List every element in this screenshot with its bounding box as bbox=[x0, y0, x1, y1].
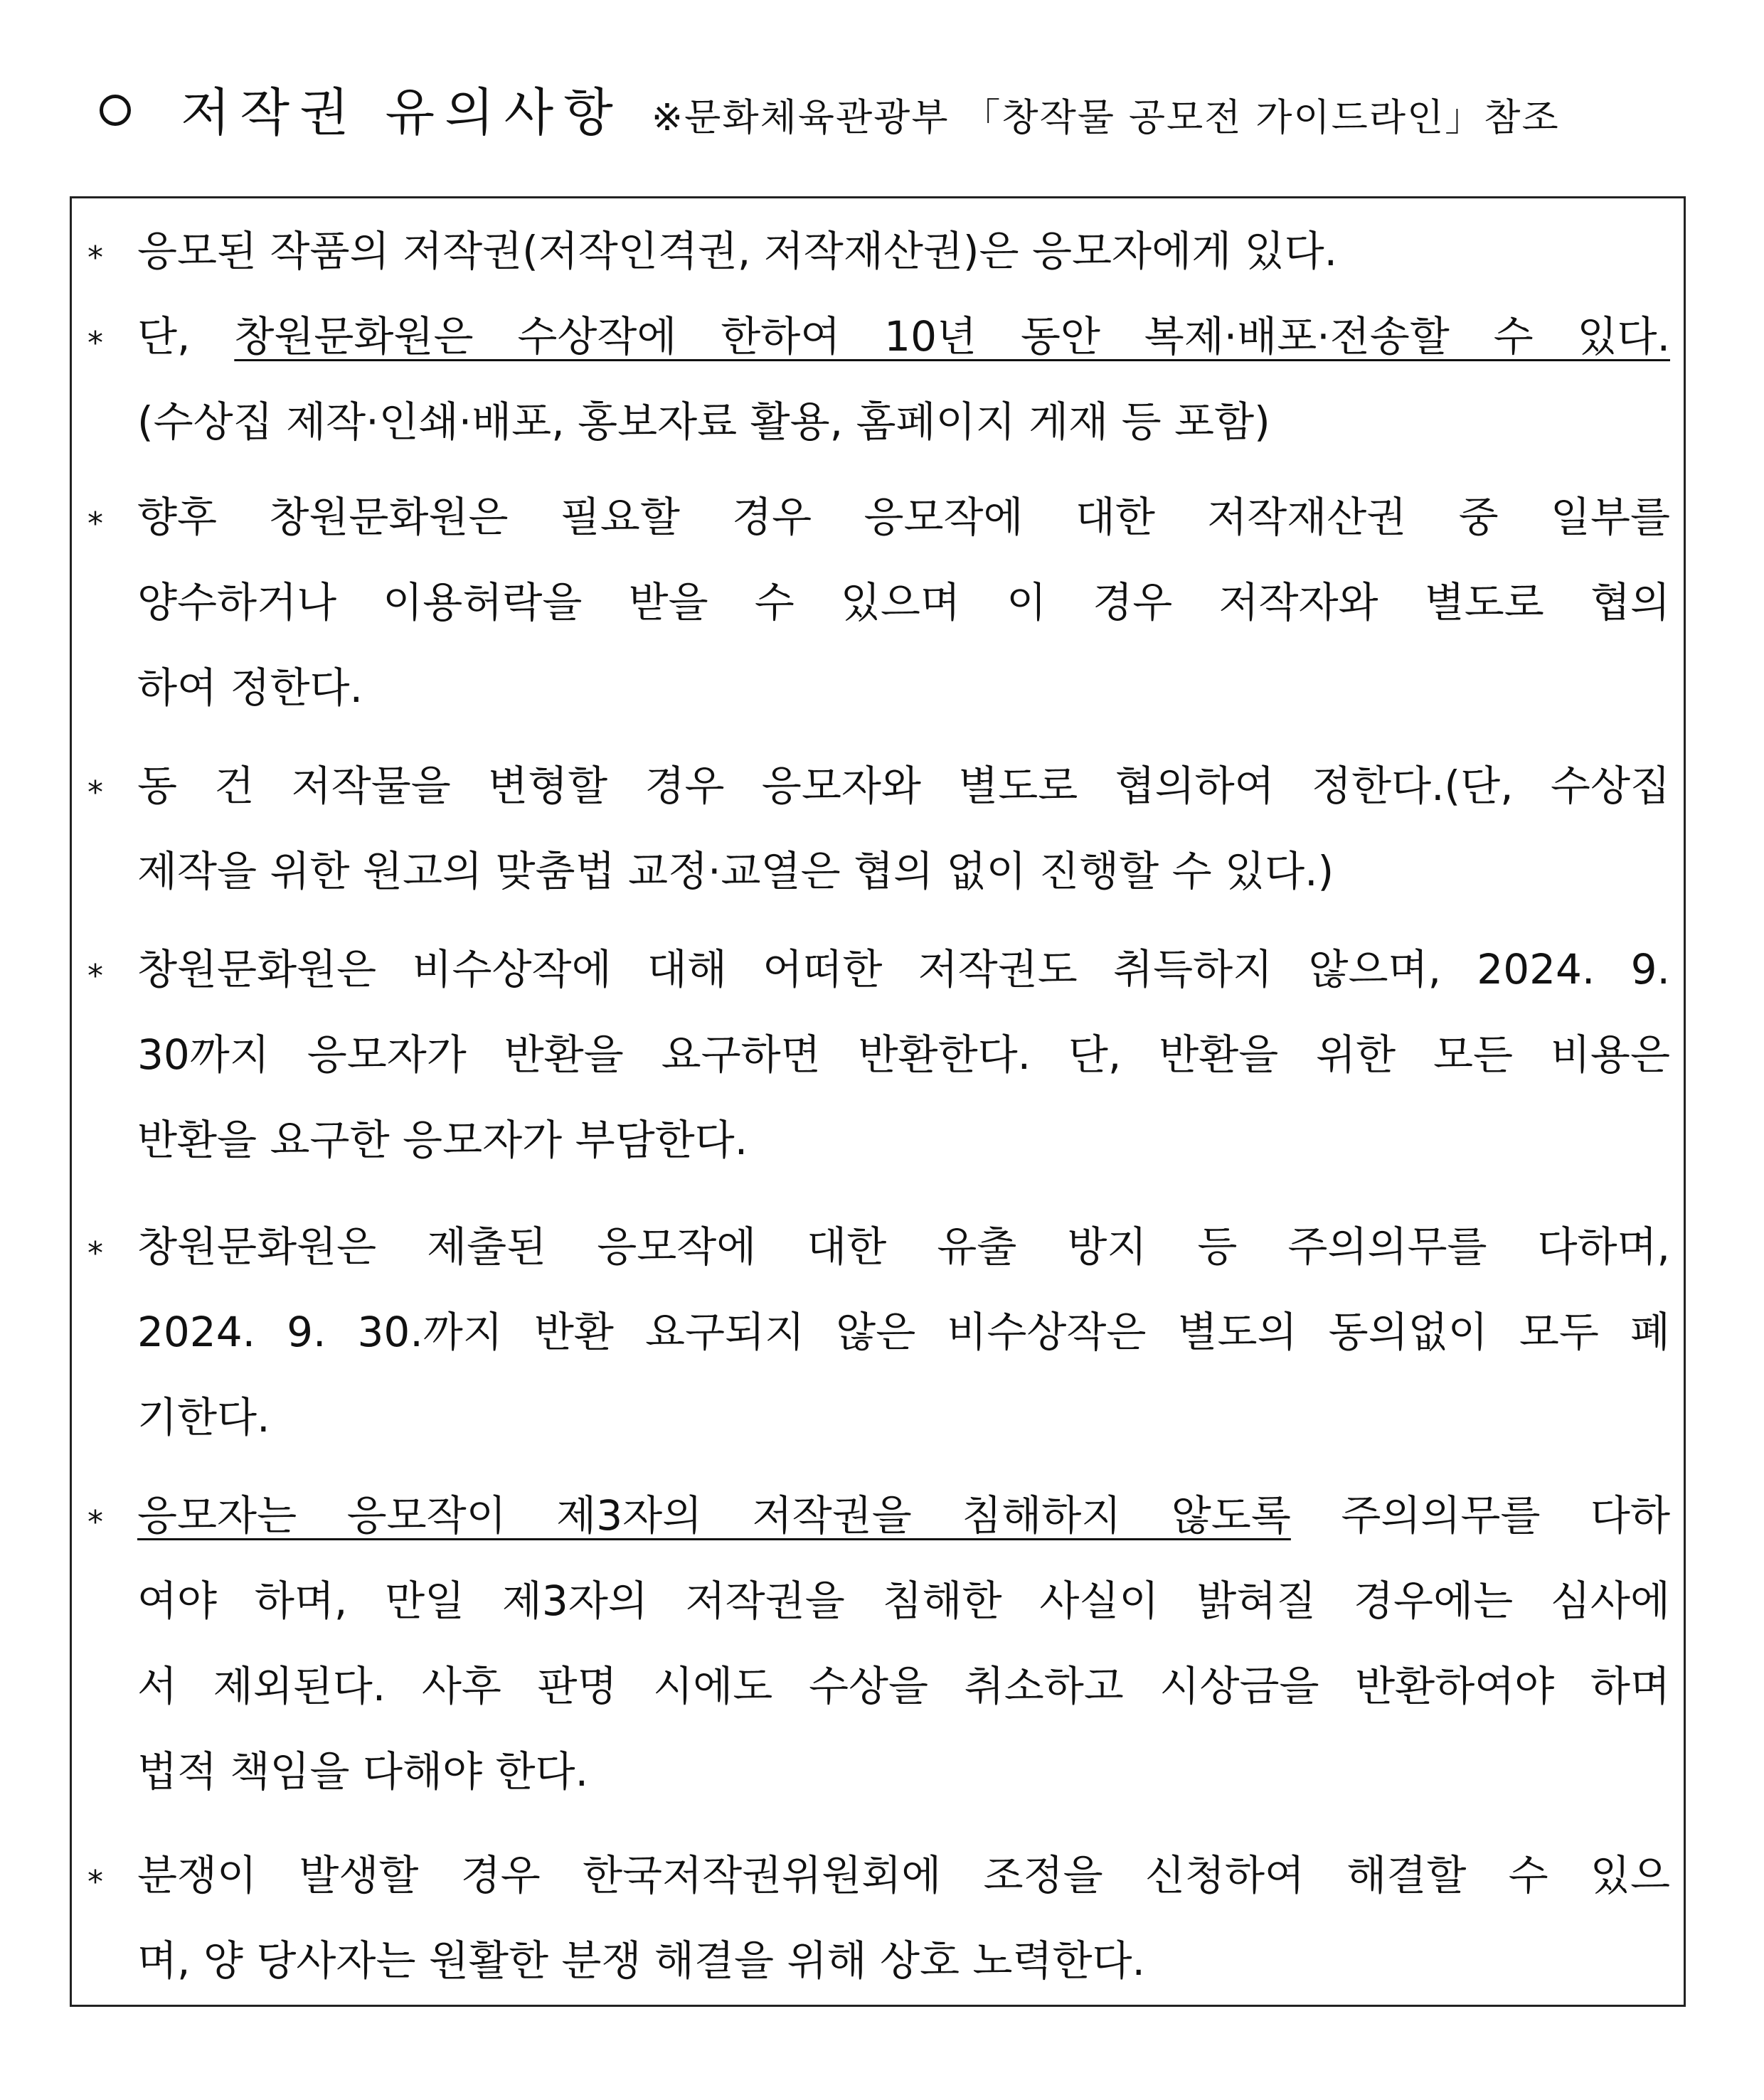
asterisk-bullet: * bbox=[87, 1864, 103, 1900]
asterisk-bullet: * bbox=[87, 958, 103, 994]
notice-line bbox=[137, 294, 1670, 379]
notice-line: (수상집 제작·인쇄·배포, 홍보자료 활용, 홈페이지 게재 등 포함) bbox=[137, 398, 1270, 446]
section-heading bbox=[100, 71, 1560, 142]
hollow-circle-bullet-icon bbox=[100, 95, 131, 126]
notice-line: 창원문화원은 제출된 응모작에 대한 유출 방지 등 주의의무를 다하며, bbox=[137, 1222, 1670, 1271]
notice-line bbox=[137, 1473, 1670, 1558]
notice-line: 양수하거나 이용허락을 받을 수 있으며 이 경우 저작자와 별도로 협의 bbox=[137, 578, 1670, 627]
asterisk-bullet: * bbox=[87, 1504, 103, 1540]
notice-line: 서 제외된다. 사후 판명 시에도 수상을 취소하고 시상금을 반환하여야 하며 bbox=[137, 1662, 1670, 1710]
notice-line: 기한다. bbox=[137, 1393, 270, 1441]
notice-text: 단, bbox=[137, 312, 235, 361]
notice-line: 하여 정한다. bbox=[137, 663, 363, 712]
reference-note: ※문화체육관광부 「창작물 공모전 가이드라인」참조 bbox=[651, 96, 1560, 139]
notice-line: 법적 책임을 다해야 한다. bbox=[137, 1747, 589, 1796]
notice-line: 2024. 9. 30.까지 반환 요구되지 않은 비수상작은 별도의 동의없이 모두 폐 bbox=[137, 1308, 1670, 1356]
section-title: 저작권 유의사항 bbox=[181, 82, 623, 142]
notice-line: 며, 양 당사자는 원활한 분쟁 해결을 위해 상호 노력한다. bbox=[137, 1936, 1145, 1985]
asterisk-bullet: * bbox=[87, 240, 103, 276]
notice-line: 창원문화원은 비수상작에 대해 어떠한 저작권도 취득하지 않으며, 2024. 9. bbox=[137, 945, 1670, 993]
notice-text: 주의의무를 다하 bbox=[1290, 1491, 1670, 1540]
notice-line: 동 건 저작물을 변형할 경우 응모자와 별도로 협의하여 정한다.(단, 수상집 bbox=[137, 762, 1670, 810]
notice-line: 여야 하며, 만일 제3자의 저작권을 침해한 사실이 밝혀질 경우에는 심사에 bbox=[137, 1577, 1670, 1625]
asterisk-bullet: * bbox=[87, 774, 103, 811]
underlined-text: 응모자는 응모작이 제3자의 저작권을 침해하지 않도록 bbox=[137, 1491, 1291, 1540]
asterisk-bullet: * bbox=[87, 506, 103, 542]
asterisk-bullet: * bbox=[87, 1235, 103, 1272]
notice-line: 향후 창원문화원은 필요할 경우 응모작에 대한 저작재산권 중 일부를 bbox=[137, 493, 1670, 541]
underlined-text: 창원문화원은 수상작에 한하여 10년 동안 복제·배포·전송할 수 있다. bbox=[234, 312, 1670, 361]
notice-line: 반환을 요구한 응모자가 부담한다. bbox=[137, 1116, 748, 1164]
notice-line: 30까지 응모자가 반환을 요구하면 반환한다. 단, 반환을 위한 모든 비용은 bbox=[137, 1030, 1670, 1079]
notice-line: 제작을 위한 원고의 맞춤법 교정·교열은 협의 없이 진행할 수 있다.) bbox=[137, 847, 1334, 895]
notice-line: 응모된 작품의 저작권(저작인격권, 저작재산권)은 응모자에게 있다. bbox=[137, 227, 1338, 275]
asterisk-bullet: * bbox=[87, 325, 103, 361]
copyright-notice-box bbox=[70, 196, 1686, 2007]
notice-line: 분쟁이 발생할 경우 한국저작권위원회에 조정을 신청하여 해결할 수 있으 bbox=[137, 1851, 1670, 1899]
